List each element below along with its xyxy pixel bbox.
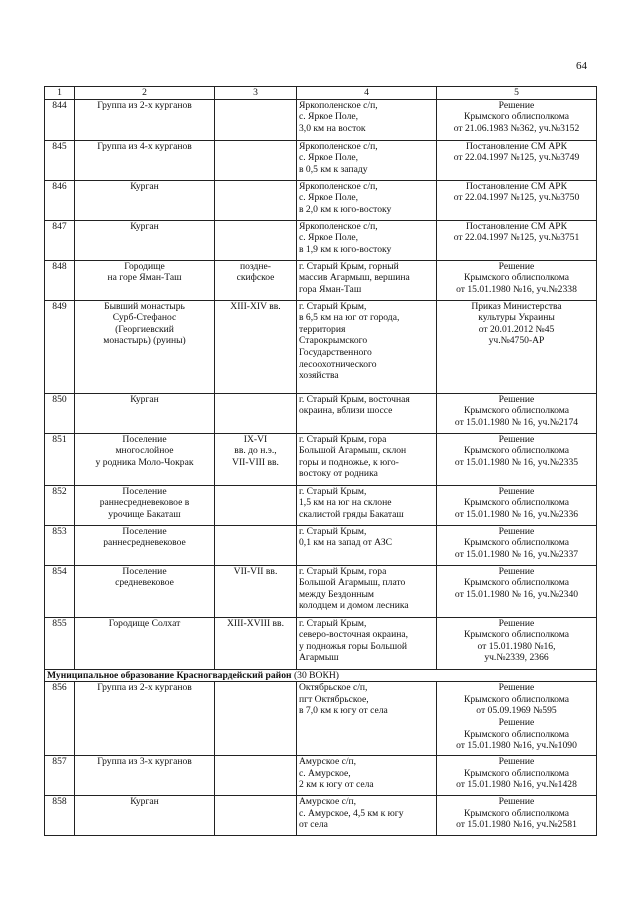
monument-name: Группа из 2-х курганов xyxy=(97,99,192,111)
row-number-cell xyxy=(45,393,75,433)
registration-document: Решение Крымского облисполкома от 15.01.1980 № 16, уч.№2335 xyxy=(454,433,579,468)
monument-location: Яркополенское с/п, с. Яркое Поле, 3,0 км на восток xyxy=(299,99,378,134)
column-number: 2 xyxy=(75,87,215,100)
row-number: 849 xyxy=(52,300,67,312)
registration-document: Постановление СМ АРК от 22.04.1997 №125, уч.№3750 xyxy=(453,180,580,204)
registration-document: Постановление СМ АРК от 22.04.1997 №125, уч.№3749 xyxy=(453,140,580,164)
registration-document-cell xyxy=(437,756,597,796)
table-row xyxy=(45,220,597,260)
row-number: 850 xyxy=(52,393,67,405)
table-row xyxy=(45,617,597,669)
row-number: 858 xyxy=(52,796,67,808)
registration-document-cell xyxy=(437,140,597,180)
row-number: 852 xyxy=(52,485,67,497)
row-number: 846 xyxy=(52,180,67,192)
registration-document-cell xyxy=(437,433,597,485)
registration-document: Приказ Министерства культуры Украины от 20.01.2012 №45 уч.№4750-АР xyxy=(471,300,562,347)
row-number: 855 xyxy=(52,617,67,629)
table-row xyxy=(45,260,597,300)
row-number-cell xyxy=(45,260,75,300)
table-row xyxy=(45,180,597,220)
row-number-cell xyxy=(45,485,75,525)
row-number: 853 xyxy=(52,525,67,537)
monument-location: г. Старый Крым, северо-восточная окраина, у подножья горы Большой Агармыш xyxy=(299,617,408,664)
monument-location: Яркополенское с/п, с. Яркое Поле, в 1,9 км к юго-востоку xyxy=(299,220,392,255)
monument-name: Курган xyxy=(130,180,159,192)
monument-name-cell xyxy=(75,393,215,433)
monument-name: Поселение многослойное у родника Моло-Чокрак xyxy=(95,433,194,468)
monument-date-cell xyxy=(215,140,297,180)
monument-location-cell xyxy=(297,485,437,525)
monument-date-cell xyxy=(215,433,297,485)
monument-date: поздне- скифское xyxy=(236,260,275,284)
table-row xyxy=(45,300,597,393)
registration-document-cell xyxy=(437,565,597,617)
monument-name-cell xyxy=(75,617,215,669)
registration-document: Решение Крымского облисполкома от 21.06.1983 №362, уч.№3152 xyxy=(453,99,580,134)
monument-date-cell xyxy=(215,565,297,617)
monument-location-cell xyxy=(297,756,437,796)
table-row xyxy=(45,682,597,756)
monument-location-cell xyxy=(297,180,437,220)
monument-location: г. Старый Крым, гора Большой Агармыш, склон горы и подножье, к юго- востоку от родника xyxy=(299,433,407,480)
registration-document: Решение Крымского облисполкома от 15.01.1980 № 16, уч.№2174 xyxy=(454,393,579,428)
monument-name: Курган xyxy=(130,796,159,808)
monument-location-cell xyxy=(297,796,437,836)
row-number: 845 xyxy=(52,140,67,152)
registration-document: Постановление СМ АРК от 22.04.1997 №125, уч.№3751 xyxy=(453,220,580,244)
monument-name-cell xyxy=(75,140,215,180)
monument-location: Амурское с/п, с. Амурское, 4,5 км к югу от села xyxy=(299,796,404,831)
section-body xyxy=(45,669,597,682)
row-number: 847 xyxy=(52,220,67,232)
table-body-top xyxy=(45,87,597,670)
table-row xyxy=(45,525,597,565)
monument-location: г. Старый Крым, горный массив Агармыш, вершина гора Яман-Таш xyxy=(299,260,410,295)
section-title: Муниципальное образование Красногвардейский район xyxy=(47,669,292,681)
monument-name-cell xyxy=(75,180,215,220)
monument-date-cell xyxy=(215,756,297,796)
registration-document: Решение Крымского облисполкома от 15.01.1980 № 16, уч.№2340 xyxy=(454,565,579,600)
registration-document: Решение Крымского облисполкома от 15.01.1980 № 16, уч.№2337 xyxy=(454,525,579,560)
monument-location: Октябрьское с/п, пгт Октябрьское, в 7,0 км к югу от села xyxy=(299,682,388,717)
monument-date-cell xyxy=(215,617,297,669)
registration-document-cell xyxy=(437,485,597,525)
column-number: 1 xyxy=(45,87,75,100)
registration-document: Решение Крымского облисполкома от 15.01.1980 № 16, уч.№2336 xyxy=(454,485,579,520)
row-number: 848 xyxy=(52,260,67,272)
monument-location: Яркополенское с/п, с. Яркое Поле, в 0,5 км к западу xyxy=(299,140,378,175)
monument-name: Бывший монастырь Сурб-Стефанос (Георгиевский монастырь) (руины) xyxy=(103,300,186,347)
monument-location-cell xyxy=(297,220,437,260)
registration-document-cell xyxy=(437,260,597,300)
registration-document-cell xyxy=(437,617,597,669)
row-number-cell xyxy=(45,565,75,617)
monuments-table xyxy=(44,86,597,836)
table-row xyxy=(45,140,597,180)
row-number-cell xyxy=(45,99,75,140)
row-number-cell xyxy=(45,796,75,836)
row-number: 854 xyxy=(52,565,67,577)
row-number-cell xyxy=(45,617,75,669)
row-number-cell xyxy=(45,756,75,796)
monument-name-cell xyxy=(75,260,215,300)
monument-name-cell xyxy=(75,565,215,617)
registration-document-cell xyxy=(437,180,597,220)
monument-location: Яркополенское с/п, с. Яркое Поле, в 2,0 км к юго-востоку xyxy=(299,180,392,215)
monument-name: Поселение раннесредневековое в урочище Бакаташ xyxy=(99,485,190,520)
monument-date-cell xyxy=(215,260,297,300)
section-row xyxy=(45,669,597,682)
monument-name: Группа из 3-х курганов xyxy=(97,756,192,768)
monument-location: г. Старый Крым, в 6,5 км на юг от города, территория Старокрымского Государственного лесоохотнического хозяйства xyxy=(299,300,400,382)
column-number: 4 xyxy=(297,87,437,100)
monument-name-cell xyxy=(75,756,215,796)
monument-name: Курган xyxy=(130,393,159,405)
monument-date-cell xyxy=(215,300,297,393)
monument-name-cell xyxy=(75,300,215,393)
table-row xyxy=(45,565,597,617)
registration-document: Решение Крымского облисполкома от 15.01.1980 №16, уч.№2338 xyxy=(456,260,577,295)
monument-location-cell xyxy=(297,260,437,300)
column-number: 5 xyxy=(437,87,597,100)
monument-name: Городище Солхат xyxy=(108,617,181,629)
table-body-bottom xyxy=(45,682,597,836)
monument-date-cell xyxy=(215,682,297,756)
monument-location-cell xyxy=(297,565,437,617)
row-number-cell xyxy=(45,433,75,485)
registration-document-cell xyxy=(437,300,597,393)
monument-date-cell xyxy=(215,393,297,433)
monument-name: Курган xyxy=(130,220,159,232)
table-row xyxy=(45,796,597,836)
monument-name-cell xyxy=(75,525,215,565)
monument-location: Амурское с/п, с. Амурское, 2 км к югу от села xyxy=(299,756,374,791)
monument-location: г. Старый Крым, гора Большой Агармыш, плато между Бездонным колодцем и домом лесника xyxy=(299,565,409,612)
monument-date-cell xyxy=(215,99,297,140)
monument-location-cell xyxy=(297,433,437,485)
table-row xyxy=(45,756,597,796)
monument-location-cell xyxy=(297,617,437,669)
monument-name-cell xyxy=(75,220,215,260)
column-number: 3 xyxy=(215,87,297,100)
monument-date-cell xyxy=(215,220,297,260)
row-number: 856 xyxy=(52,682,67,694)
monument-location-cell xyxy=(297,300,437,393)
registration-document-cell xyxy=(437,525,597,565)
column-number-row xyxy=(45,87,597,100)
row-number-cell xyxy=(45,525,75,565)
monument-name: Поселение средневековое xyxy=(115,565,174,589)
monument-location-cell xyxy=(297,682,437,756)
monument-location-cell xyxy=(297,140,437,180)
monument-date: XIII-XVIII вв. xyxy=(226,617,284,629)
row-number-cell xyxy=(45,300,75,393)
monument-location-cell xyxy=(297,525,437,565)
monument-name: Группа из 2-х курганов xyxy=(97,682,192,694)
registration-document: Решение Крымского облисполкома от 15.01.1980 №16, уч.№2339, 2366 xyxy=(463,617,570,664)
monument-location: г. Старый Крым, восточная окраина, вблизи шоссе xyxy=(299,393,410,417)
monument-date: XIII-XIV вв. xyxy=(230,300,281,312)
monument-location-cell xyxy=(297,393,437,433)
monument-name-cell xyxy=(75,433,215,485)
monument-date: VII-VII вв. xyxy=(233,565,278,577)
registration-document-cell xyxy=(437,99,597,140)
registration-document: Решение Крымского облисполкома от 05.09.1969 №595 Решение Крымского облисполкома от 15.01.1980 №16, уч.№1090 xyxy=(456,682,577,752)
monument-name-cell xyxy=(75,682,215,756)
row-number-cell xyxy=(45,180,75,220)
monument-name: Группа из 4-х курганов xyxy=(97,140,192,152)
table-row xyxy=(45,485,597,525)
registration-document-cell xyxy=(437,220,597,260)
monument-date-cell xyxy=(215,796,297,836)
row-number-cell xyxy=(45,140,75,180)
registration-document: Решение Крымского облисполкома от 15.01.1980 №16, уч.№2581 xyxy=(456,796,577,831)
monument-date-cell xyxy=(215,525,297,565)
row-number-cell xyxy=(45,682,75,756)
registration-document-cell xyxy=(437,393,597,433)
monument-name-cell xyxy=(75,485,215,525)
row-number-cell xyxy=(45,220,75,260)
monument-location: г. Старый Крым, 0,1 км на запад от АЗС xyxy=(299,525,393,549)
monument-location-cell xyxy=(297,99,437,140)
monument-name-cell xyxy=(75,796,215,836)
monument-name: Поселение раннесредневековое xyxy=(103,525,186,549)
page-number: 64 xyxy=(576,60,587,72)
monument-name: Городище на горе Яман-Таш xyxy=(107,260,182,284)
row-number: 844 xyxy=(52,99,67,111)
section-heading xyxy=(45,669,597,682)
monument-location: г. Старый Крым, 1,5 км на юг на склоне скалистой гряды Бакаташ xyxy=(299,485,404,520)
table-row xyxy=(45,99,597,140)
monument-date: IX-VI вв. до н.э., VII-VIII вв. xyxy=(232,433,279,468)
table-row xyxy=(45,393,597,433)
monument-date-cell xyxy=(215,180,297,220)
row-number: 851 xyxy=(52,433,67,445)
registration-document: Решение Крымского облисполкома от 15.01.1980 №16, уч.№1428 xyxy=(456,756,577,791)
section-count: (30 ВОКН) xyxy=(293,669,339,681)
table-row xyxy=(45,433,597,485)
row-number: 857 xyxy=(52,756,67,768)
monument-name-cell xyxy=(75,99,215,140)
monument-date-cell xyxy=(215,485,297,525)
registration-document-cell xyxy=(437,796,597,836)
registration-document-cell xyxy=(437,682,597,756)
